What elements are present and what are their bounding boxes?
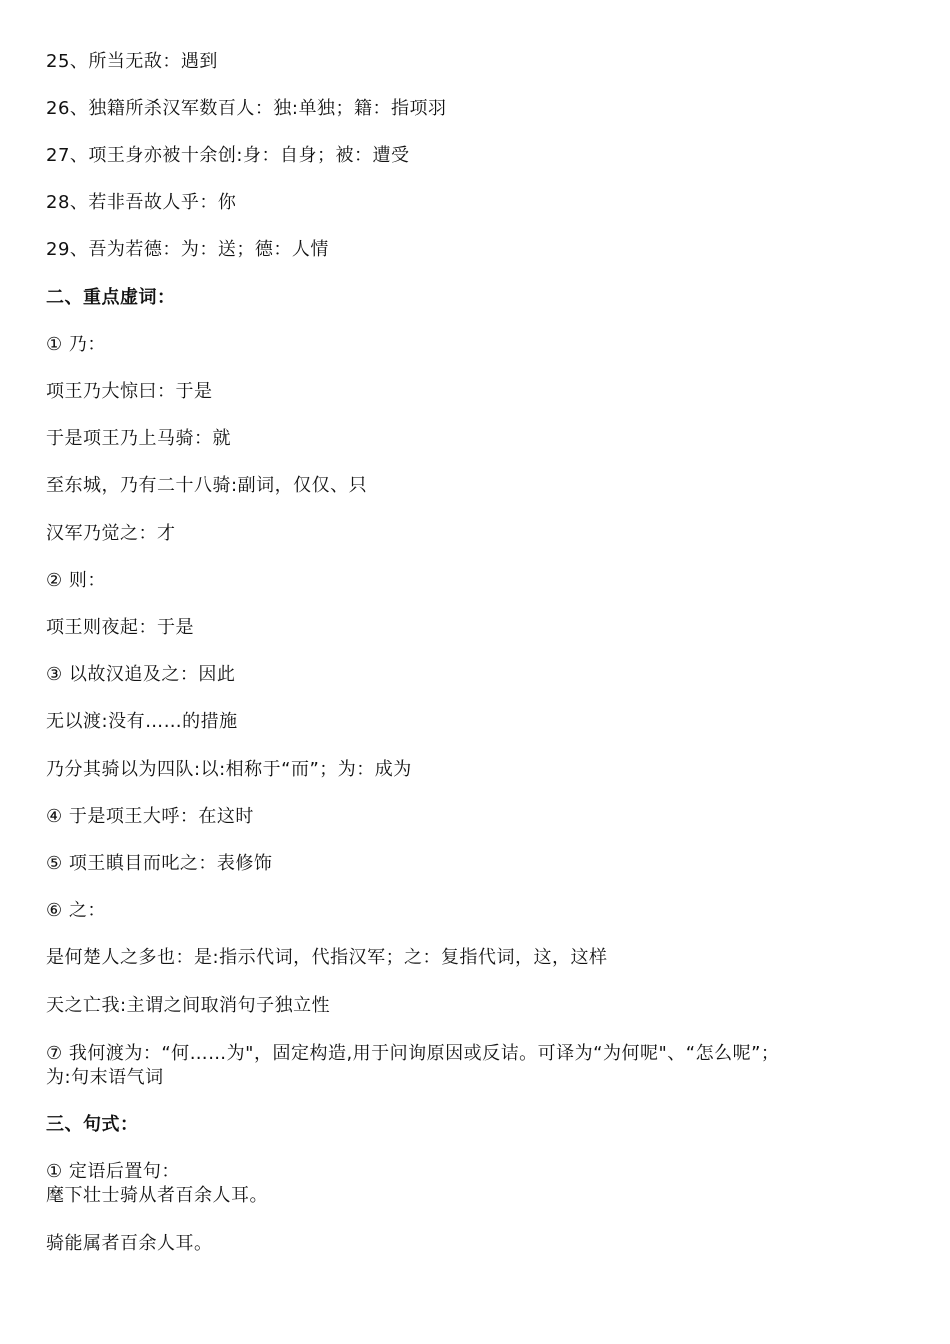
text-line: 项王则夜起：于是 (46, 617, 194, 638)
vocab-item-26: 26、独籍所杀汉军数百人：独:单独；籍：指项羽 (46, 98, 447, 119)
text-line: 是何楚人之多也：是:指示代词，代指汉军；之：复指代词，这，这样 (46, 947, 608, 968)
section-heading-function-words: 二、重点虚词： (46, 287, 176, 308)
text-line: 无以渡:没有……的措施 (46, 711, 238, 732)
function-word-er-heading: ⑤ 项王瞋目而叱之：表修饰 (46, 853, 273, 874)
text-line: 项王乃大惊曰：于是 (46, 381, 213, 402)
text-line: 麾下壮士骑从者百余人耳。 (46, 1185, 268, 1206)
function-word-yi-heading: ③ 以故汉追及之：因此 (46, 664, 236, 685)
vocab-item-29: 29、吾为若德：为：送；德：人情 (46, 239, 329, 260)
pattern-postposed-attributive-heading: ① 定语后置句： (46, 1161, 180, 1182)
function-word-zhi-heading: ⑥ 之： (46, 900, 106, 921)
text-line: 乃分其骑以为四队:以:相称于“而”；为：成为 (46, 759, 412, 780)
text-line: 至东城，乃有二十八骑:副词，仅仅、只 (46, 475, 368, 496)
function-word-ze-heading: ② 则： (46, 570, 106, 591)
vocab-item-25: 25、所当无敌：遇到 (46, 51, 218, 72)
vocab-item-28: 28、若非吾故人乎：你 (46, 192, 237, 213)
text-line: 于是项王乃上马骑：就 (46, 428, 231, 449)
text-line: 骑能属者百余人耳。 (46, 1233, 213, 1254)
vocab-item-27: 27、项王身亦被十余创:身：自身；被：遭受 (46, 145, 410, 166)
section-heading-sentence-patterns: 三、句式： (46, 1114, 139, 1135)
text-line: 天之亡我:主谓之间取消句子独立性 (46, 995, 331, 1016)
text-line: 为:句末语气词 (46, 1067, 164, 1088)
text-line: 汉军乃觉之：才 (46, 523, 176, 544)
function-word-yushi-heading: ④ 于是项王大呼：在这时 (46, 806, 254, 827)
function-word-he-heading: ⑦ 我何渡为：“何……为"，固定构造,用于问询原因或反诘。可译为“为何呢"、“怎么呢”； (46, 1043, 780, 1064)
function-word-nai-heading: ① 乃： (46, 334, 106, 355)
